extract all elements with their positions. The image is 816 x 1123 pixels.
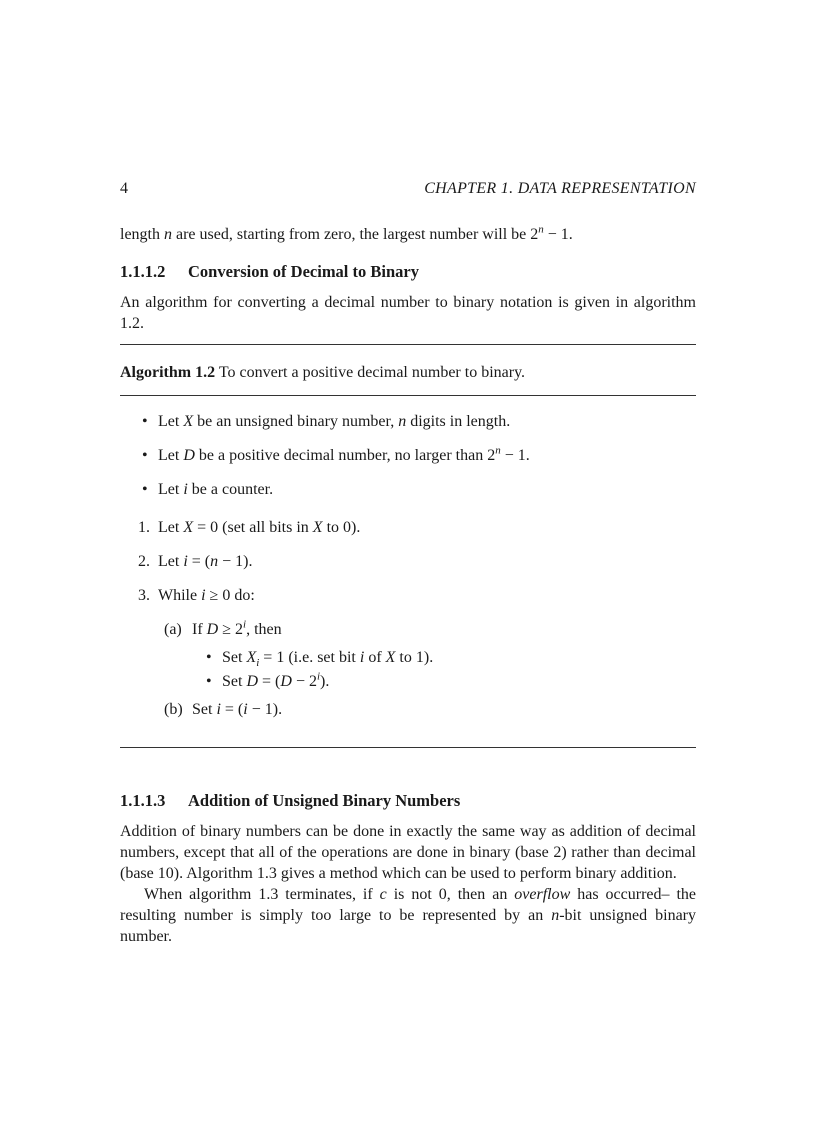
section-heading-1113: 1.1.1.3 Addition of Unsigned Binary Numbers bbox=[120, 791, 461, 810]
section-heading-1112: 1.1.1.2 Conversion of Decimal to Binary bbox=[120, 262, 419, 281]
section-1112-paragraph: An algorithm for converting a decimal number to binary notation is given in algorithm 1.2. bbox=[120, 294, 696, 332]
algorithm-top-rule bbox=[120, 344, 696, 345]
running-head: CHAPTER 1. DATA REPRESENTATION bbox=[424, 180, 696, 197]
section-1113-paragraph-1: Addition of binary numbers can be done in exactly the same way as addition of decimal numbers, except that all of the operations are done in binary (base 2) rather than decimal (base 10). Algorithm 1.3 gives a method which can be used to perform binary addition. bbox=[120, 823, 696, 882]
algorithm-substep-bullets bbox=[120, 647, 696, 692]
algorithm-substeps bbox=[120, 699, 696, 720]
list-item: • Let X be an unsigned binary number, n digits in length. bbox=[142, 413, 511, 430]
section-1113-paragraph-2: When algorithm 1.3 terminates, if c is not 0, then an overflow has occurred– the resulting number is simply too large to be represented by an n-bit unsigned binary number. bbox=[120, 886, 696, 945]
algorithm-caption: Algorithm 1.2 To convert a positive decimal number to binary. bbox=[120, 364, 526, 381]
algorithm-bullet-list bbox=[120, 411, 696, 500]
algorithm-steps bbox=[120, 517, 696, 606]
algorithm-bottom-rule bbox=[120, 747, 696, 748]
list-item: • Set $D = (D - 2^i)$. bbox=[206, 670, 330, 690]
intro-line: length n are used, starting from zero, the largest number will be $2^n - 1$. bbox=[120, 223, 573, 243]
page-header bbox=[120, 178, 696, 199]
list-item: • Let i be a counter. bbox=[142, 481, 274, 498]
list-item: (a) If $D \ge 2^i$, then bbox=[164, 618, 282, 638]
algorithm-caption-rule bbox=[120, 395, 696, 396]
list-item: (b) Set i = (i − 1). bbox=[164, 701, 283, 718]
list-item: 3. While i ≥ 0 do: bbox=[138, 587, 255, 604]
list-item: • Let D be a positive decimal number, no larger than $2^n - 1$. bbox=[142, 444, 530, 464]
page-number: 4 bbox=[120, 180, 128, 197]
list-item: 2. Let i = (n − 1). bbox=[138, 553, 253, 570]
algorithm-substeps bbox=[120, 619, 696, 640]
list-item: 1. Let X = 0 (set all bits in X to 0). bbox=[138, 519, 361, 536]
page-body bbox=[120, 178, 696, 947]
list-item: • Set $X_i = 1$ (i.e. set bit i of X to 1). bbox=[206, 649, 434, 670]
